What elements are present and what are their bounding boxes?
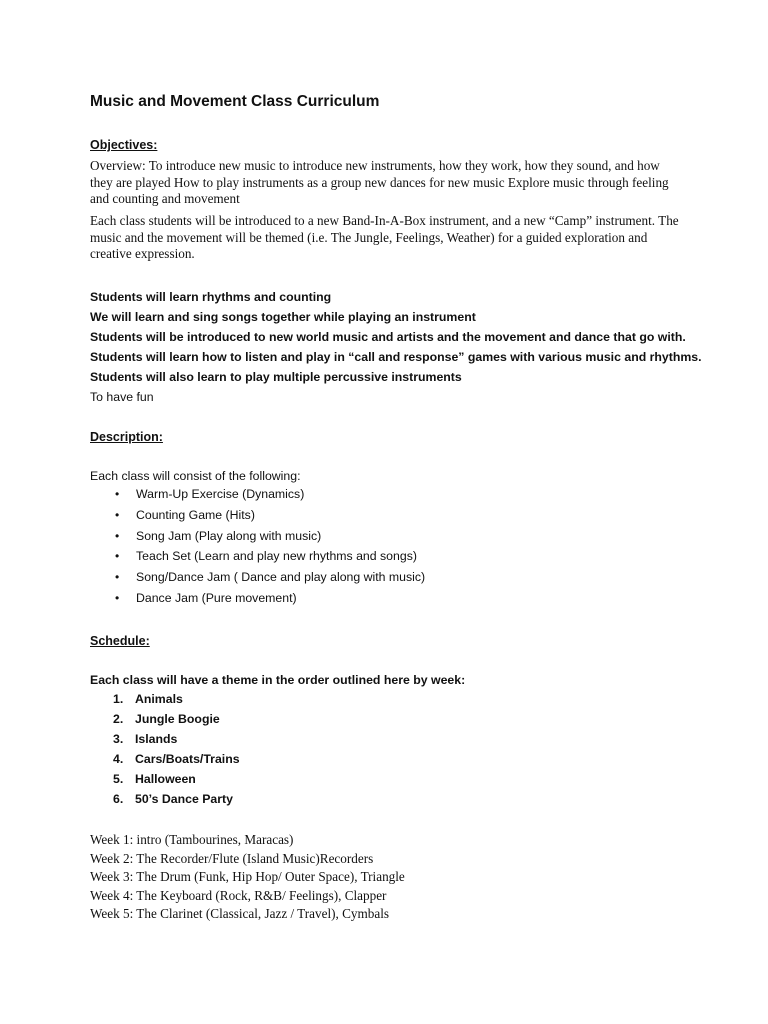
description-heading: Description:: [90, 430, 163, 444]
each-class-paragraph: Each class students will be introduced to a new Band-In-A-Box instrument, and a new “Camp” instrument. The music and the movement will be themed (i.e. The Jungle, Feelings, Weather) for a guided exploration and creative expression.: [90, 213, 679, 261]
list-item-number: 4.: [113, 752, 124, 766]
bullet-icon: •: [115, 549, 120, 564]
bullet-icon: •: [115, 507, 120, 522]
list-item-number: 2.: [113, 712, 124, 726]
list-item-text: Counting Game (Hits): [136, 507, 255, 522]
goal-line: To have fun: [90, 390, 154, 404]
list-item-number: 3.: [113, 732, 124, 746]
bullet-icon: •: [115, 570, 120, 585]
list-item-number: 1.: [113, 692, 124, 706]
list-item-text: Jungle Boogie: [135, 712, 220, 726]
week-line: Week 5: The Clarinet (Classical, Jazz / Travel), Cymbals: [90, 906, 390, 922]
list-item-number: 6.: [113, 792, 124, 806]
week-list: [90, 832, 405, 925]
list-item-number: 5.: [113, 772, 124, 786]
list-item-text: Dance Jam (Pure movement): [136, 590, 297, 605]
bullet-icon: •: [115, 590, 120, 605]
list-item-text: 50’s Dance Party: [135, 792, 233, 806]
goal-line: Students will learn how to listen and play in “call and response” games with various music and rhythms.: [90, 350, 702, 364]
schedule-heading: Schedule:: [90, 634, 150, 648]
week-line: Week 3: The Drum (Funk, Hip Hop/ Outer Space), Triangle: [90, 869, 405, 885]
overview-paragraph: Overview: To introduce new music to introduce new instruments, how they work, how they sound, and how they are played How to play instruments as a group new dances for new music Explore music through feeling and counting and movement: [90, 158, 669, 206]
bullet-icon: •: [115, 528, 120, 543]
week-line: Week 1: intro (Tambourines, Maracas): [90, 832, 294, 847]
list-item-text: Animals: [135, 692, 183, 706]
objectives-heading: Objectives:: [90, 138, 158, 152]
week-line: Week 2: The Recorder/Flute (Island Music)Recorders: [90, 850, 374, 866]
schedule-intro: Each class will have a theme in the order outlined here by week:: [90, 673, 466, 687]
list-item-text: Islands: [135, 732, 178, 746]
goal-line: Students will be introduced to new world music and artists and the movement and dance that go with.: [90, 330, 686, 344]
list-item-text: Song/Dance Jam ( Dance and play along with music): [136, 570, 426, 585]
list-item-text: Song Jam (Play along with music): [136, 528, 322, 543]
document-title: Music and Movement Class Curriculum: [90, 93, 380, 110]
list-item-text: Warm-Up Exercise (Dynamics): [136, 487, 305, 501]
description-intro: Each class will consist of the following:: [90, 469, 301, 483]
bullet-icon: •: [115, 487, 120, 501]
week-line: Week 4: The Keyboard (Rock, R&B/ Feelings), Clapper: [90, 887, 387, 903]
list-item-text: Cars/Boats/Trains: [135, 752, 240, 766]
goal-line: Students will learn rhythms and counting: [90, 290, 332, 304]
list-item-text: Teach Set (Learn and play new rhythms and songs): [136, 549, 417, 564]
goal-line: We will learn and sing songs together while playing an instrument: [90, 310, 476, 324]
list-item-text: Halloween: [135, 772, 196, 786]
goal-line: Students will also learn to play multiple percussive instruments: [90, 370, 462, 384]
